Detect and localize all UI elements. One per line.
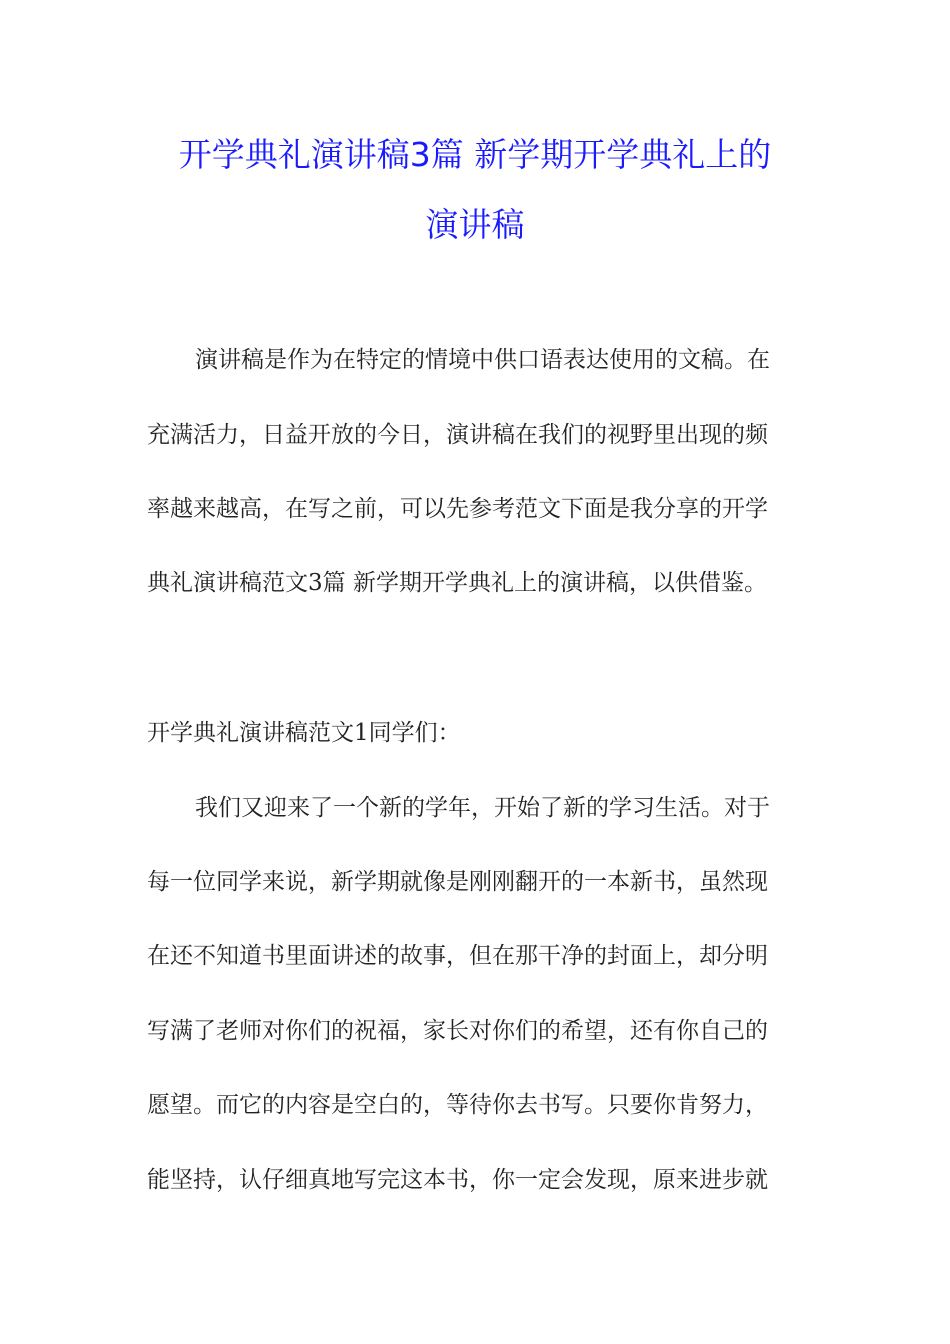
intro-paragraph-line-1: 演讲稿是作为在特定的情境中供口语表达使用的文稿。在 [195,347,770,373]
document-title-line-1: 开学典礼演讲稿3篇 新学期开学典礼上的 [178,135,772,174]
intro-paragraph-line-3: 率越来越高，在写之前，可以先参考范文下面是我分享的开学 [147,496,768,522]
body-paragraph-line-6: 能坚持，认仔细真地写完这本书，你一定会发现，原来进步就 [147,1167,768,1193]
section-heading: 开学典礼演讲稿范文1同学们： [147,720,461,746]
body-paragraph-line-1: 我们又迎来了一个新的学年，开始了新的学习生活。对于 [195,795,770,821]
intro-paragraph-line-2: 充满活力，日益开放的今日，演讲稿在我们的视野里出现的频 [147,422,768,448]
body-paragraph-line-3: 在还不知道书里面讲述的故事，但在那干净的封面上，却分明 [147,943,768,969]
document-title-line-2: 演讲稿 [425,205,525,244]
intro-paragraph-line-4: 典礼演讲稿范文3篇 新学期开学典礼上的演讲稿，以供借鉴。 [147,570,767,596]
body-paragraph-line-2: 每一位同学来说，新学期就像是刚刚翻开的一本新书，虽然现 [147,869,768,895]
body-paragraph-line-4: 写满了老师对你们的祝福，家长对你们的希望，还有你自己的 [147,1018,768,1044]
body-paragraph-line-5: 愿望。而它的内容是空白的，等待你去书写。只要你肯努力， [147,1092,768,1118]
